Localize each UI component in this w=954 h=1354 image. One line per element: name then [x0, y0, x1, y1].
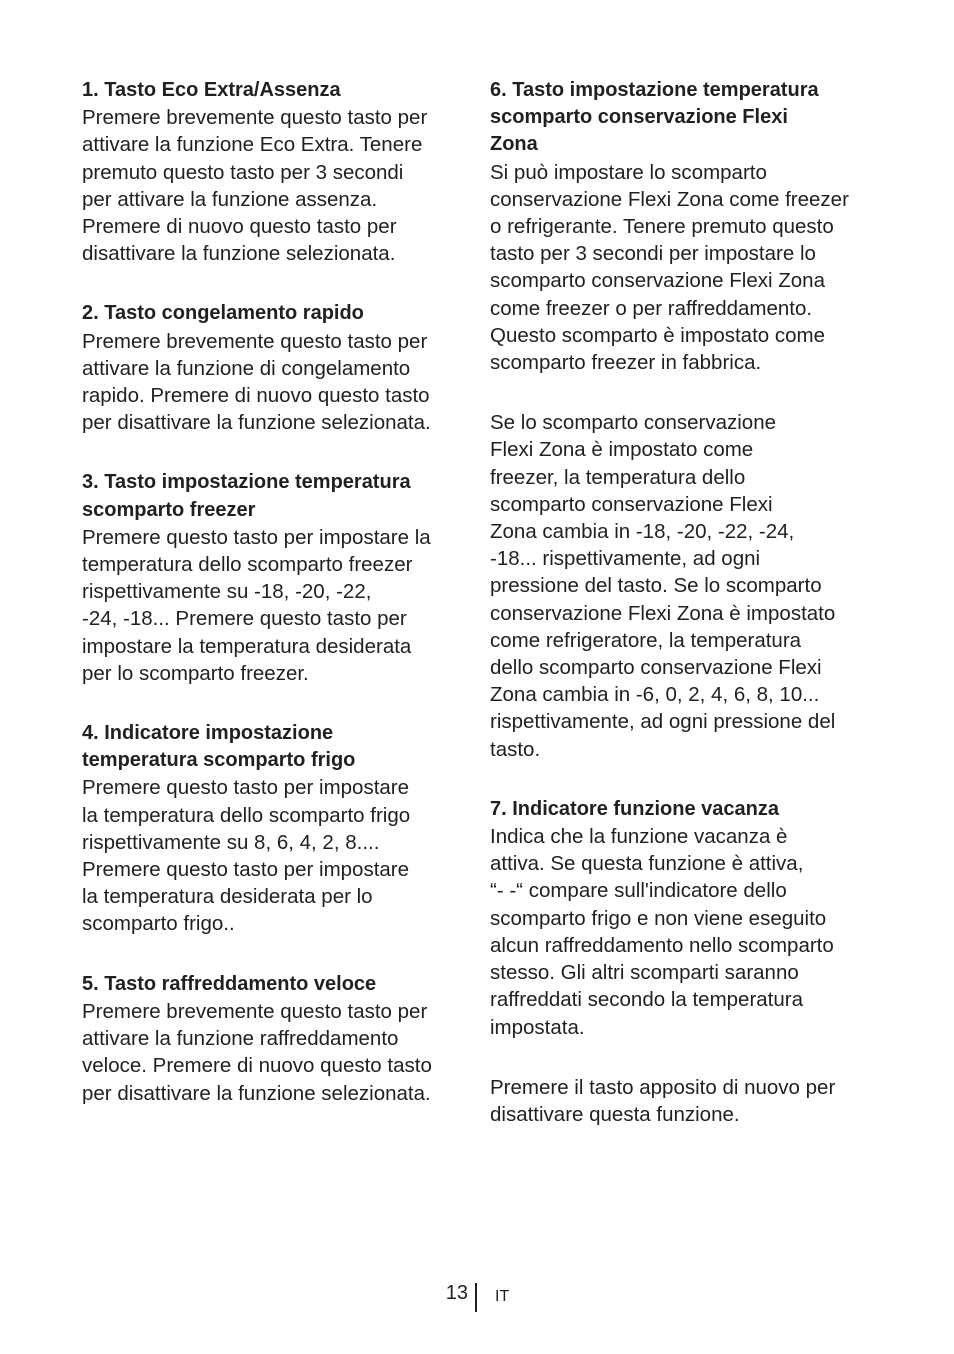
section-heading: 1. Tasto Eco Extra/Assenza	[82, 79, 341, 101]
section-heading: 5. Tasto raffreddamento veloce	[82, 972, 377, 995]
section-heading: 7. Indicatore funzione vacanza	[490, 797, 779, 820]
section-heading: 3. Tasto impostazione temperatura scomparto freezer	[82, 471, 411, 521]
section-1	[82, 77, 466, 267]
page-number: 13	[445, 1282, 468, 1304]
section-paragraph: Se lo scomparto conservazione Flexi Zona è impostato come freezer, la temperatura dello scomparto conservazione Flexi Zona cambia in -18, -20, -22, -24, -18... rispettivamente, ad ogni pressione del tasto. Se lo scomparto conservazione Flexi Zona è impostato come refrigeratore, la temperatura dello scomparto conservazione Flexi Zona cambia in -6, 0, 2, 4, 6, 8, 10... rispettivamente, ad ogni pressione del tasto.	[490, 411, 836, 761]
section-heading: 4. Indicatore impostazione temperatura scomparto frigo	[82, 722, 356, 772]
right-column	[490, 77, 874, 1161]
section-paragraph: Si può impostare lo scomparto conservazione Flexi Zona come freezer o refrigerante. Tenere premuto questo tasto per 3 secondi per impostare lo scomparto conservazione Flexi Zona come freezer o per raffreddamento. Questo scomparto è impostato come scomparto freezer in fabbrica.	[490, 160, 849, 375]
section-4	[82, 720, 466, 938]
section-3	[82, 469, 466, 687]
page-footer	[0, 1281, 954, 1313]
section-heading: 6. Tasto impostazione temperatura scomparto conservazione Flexi Zona	[490, 79, 819, 156]
section-body: Premere brevemente questo tasto per attivare la funzione raffreddamento veloce. Premere di nuovo questo tasto per disattivare la funzione selezionata.	[82, 999, 432, 1105]
section-7	[490, 796, 874, 1128]
section-6	[490, 77, 874, 763]
section-body: Premere questo tasto per impostare la temperatura dello scomparto freezer rispettivamente su -18, -20, -22, -24, -18... Premere questo tasto per impostare la temperatura desiderata per lo scomparto freezer.	[82, 525, 431, 685]
language-code: IT	[495, 1288, 510, 1305]
section-paragraph: Premere il tasto apposito di nuovo per disattivare questa funzione.	[490, 1075, 836, 1126]
section-body: Premere brevemente questo tasto per attivare la funzione di congelamento rapido. Premere di nuovo questo tasto per disattivare la funzione selezionata.	[82, 329, 431, 435]
section-body: Premere questo tasto per impostare la temperatura dello scomparto frigo rispettivamente su 8, 6, 4, 2, 8.... Premere questo tasto per impostare la temperatura desiderata per lo scomparto frigo..	[82, 776, 411, 936]
footer-divider	[475, 1283, 477, 1312]
section-heading: 2. Tasto congelamento rapido	[82, 302, 364, 325]
section-5	[82, 971, 466, 1107]
left-column	[82, 77, 466, 1140]
section-body: Premere brevemente questo tasto per attivare la funzione Eco Extra. Tenere premuto questo tasto per 3 secondi per attivare la funzione assenza. Premere di nuovo questo tasto per disattivare la funzione selezionata.	[82, 106, 428, 266]
section-paragraph: Indica che la funzione vacanza è attiva. Se questa funzione è attiva, “- -“ compare sull'indicatore dello scomparto frigo e non viene eseguito alcun raffreddamento nello scomparto stesso. Gli altri scomparti saranno raffreddati secondo la temperatura impostata.	[490, 825, 834, 1039]
section-2	[82, 300, 466, 436]
